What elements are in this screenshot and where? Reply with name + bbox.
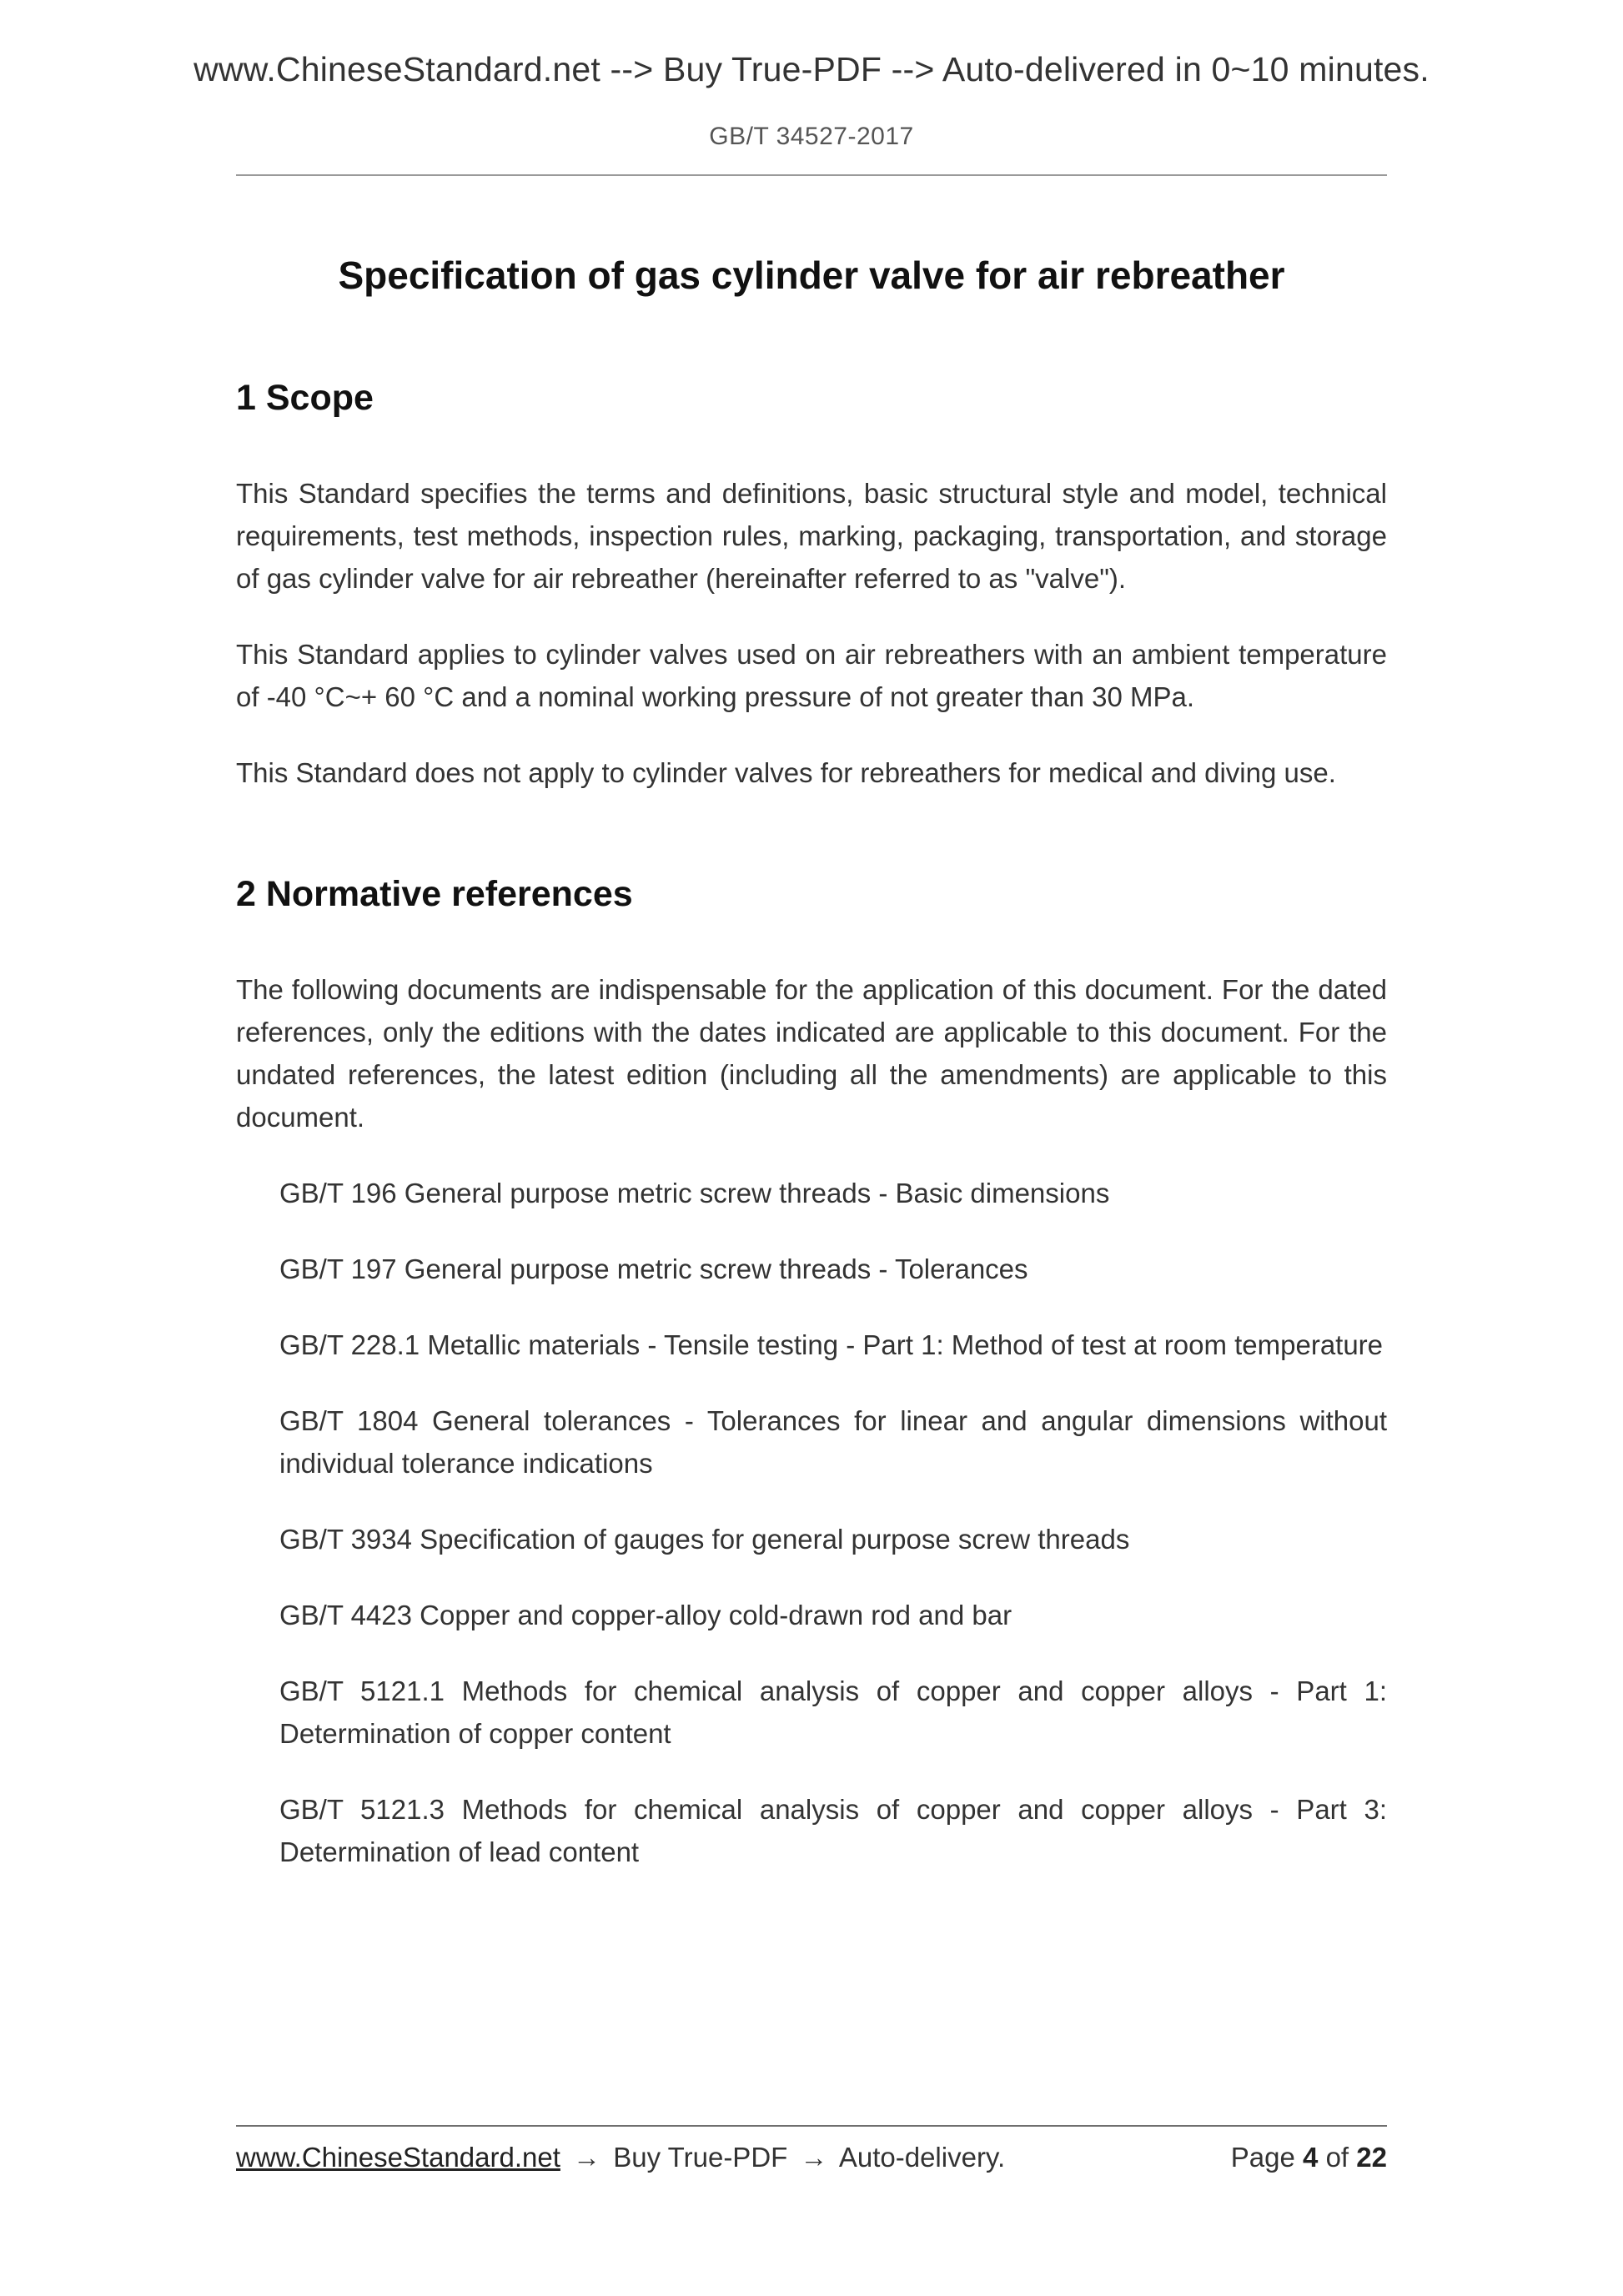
of-word: of [1325,2142,1349,2173]
scope-paragraph-3: This Standard does not apply to cylinder valves for rebreathers for medical and diving use. [236,757,1336,788]
right-arrow-icon: → [573,2142,601,2173]
section-1-scope-heading: 1 Scope [236,378,374,418]
page-title: Specification of gas cylinder valve for air rebreather [338,254,1285,297]
footer-promo [236,2142,1005,2173]
doc-number: GB/T 34527-2017 [709,123,914,150]
section-2-normative-references-heading: 2 Normative references [236,874,633,914]
footer-delivery-text: Auto-delivery. [838,2142,1006,2173]
header-divider [236,174,1387,176]
reference-item: GB/T 5121.1 Methods for chemical analysis of copper and copper alloys - Part 1: Determination of copper content [279,1676,1387,1749]
reference-item: GB/T 3934 Specification of gauges for general purpose screw threads [279,1524,1130,1555]
reference-item: GB/T 4423 Copper and copper-alloy cold-drawn rod and bar [279,1600,1012,1630]
reference-item: GB/T 5121.3 Methods for chemical analysis of copper and copper alloys - Part 3: Determination of lead content [279,1794,1387,1867]
page-content [236,174,1387,1873]
page-footer [236,2125,1387,2173]
reference-item: GB/T 228.1 Metallic materials - Tensile testing - Part 1: Method of test at room temperature [279,1329,1384,1360]
reference-item: GB/T 197 General purpose metric screw threads - Tolerances [279,1254,1028,1284]
header-promo-text: www.ChineseStandard.net --> Buy True-PDF --> Auto-delivered in 0~10 minutes. [193,50,1430,88]
right-arrow-icon: → [800,2142,828,2173]
page-word: Page [1230,2142,1295,2173]
total-page-number: 22 [1356,2142,1387,2173]
footer-site-link[interactable]: www.ChineseStandard.net [236,2142,560,2173]
scope-paragraph-1: This Standard specifies the terms and definitions, basic structural style and model, technical requirements, test methods, inspection rules, marking, packaging, transportation, and storage of gas cylinder valve for air rebreather (hereinafter referred to as "valve"). [236,478,1387,594]
reference-item: GB/T 196 General purpose metric screw threads - Basic dimensions [279,1178,1110,1208]
reference-item: GB/T 1804 General tolerances - Tolerances for linear and angular dimensions without individual tolerance indications [279,1405,1387,1479]
current-page-number: 4 [1303,2142,1319,2173]
scope-paragraph-2: This Standard applies to cylinder valves used on air rebreathers with an ambient temperature of -40 °C~+ 60 °C and a nominal working pressure of not greater than 30 MPa. [236,639,1387,712]
footer-buy-text: Buy True-PDF [613,2142,788,2173]
normative-intro-paragraph: The following documents are indispensable for the application of this document. For the dated references, only the editions with the dates indicated are applicable to this document. For the undated references, the latest edition (including all the amendments) are applicable to this document. [236,974,1387,1133]
page-indicator [1231,2142,1387,2173]
